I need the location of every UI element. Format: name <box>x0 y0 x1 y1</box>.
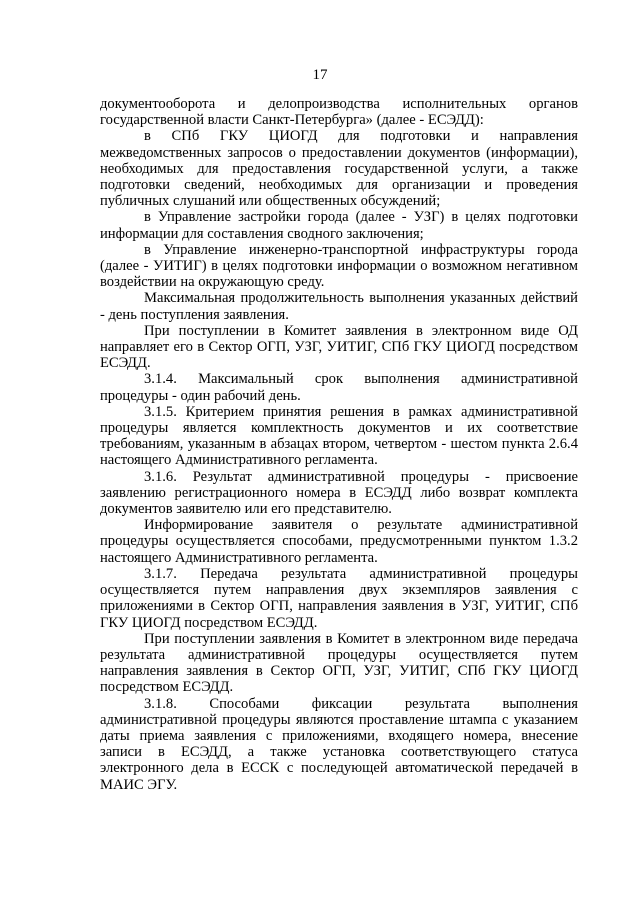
paragraph: Информирование заявителя о результате административной процедуры осуществляется способами, предусмотренными пунктом 1.3.2 настоящего Административного регламента. <box>100 517 578 566</box>
document-body <box>100 96 578 793</box>
paragraph: в Управление застройки города (далее - УЗГ) в целях подготовки информации для составления сводного заключения; <box>100 209 578 242</box>
paragraph: Максимальная продолжительность выполнения указанных действий - день поступления заявления. <box>100 290 578 323</box>
paragraph: документооборота и делопроизводства исполнительных органов государственной власти Санкт-Петербурга» (далее - ЕСЭДД): <box>100 96 578 129</box>
paragraph: При поступлении в Комитет заявления в электронном виде ОД направляет его в Сектор ОГП, УЗГ, УИТИГ, СПб ГКУ ЦИОГД посредством ЕСЭДД. <box>100 322 578 372</box>
paragraph: 3.1.4. Максимальный срок выполнения административной процедуры - один рабочий день. <box>100 371 578 404</box>
paragraph: При поступлении заявления в Комитет в электронном виде передача результата административной процедуры осуществляется путем направления заявления в Сектор ОГП, УЗГ, УИТИГ, СПб ГКУ ЦИОГД посредством ЕСЭДД. <box>100 630 578 696</box>
paragraph: 3.1.8. Способами фиксации результата выполнения административной процедуры являются проставление штампа с указанием даты приема заявления с приложениями, входящего номера, внесение записи в ЕСЭДД, а также установка соответствующего статуса электронного дела в ЕССК с последующей автоматической передачей в МАИС ЭГУ. <box>100 695 578 793</box>
paragraph: 3.1.6. Результат административной процедуры - присвоение заявлению регистрационного номера в ЕСЭДД либо возврат комплекта документов заявителю или его представителю. <box>100 468 578 518</box>
paragraph: в СПб ГКУ ЦИОГД для подготовки и направления межведомственных запросов о предоставлении документов (информации), необходимых для предоставления государственной услуги, а также подготовки сведений, необходимых для организации и проведения публичных слушаний или общественных обсуждений; <box>100 128 578 210</box>
paragraph: 3.1.7. Передача результата административной процедуры осуществляется путем направления двух экземпляров заявления с приложениями в Сектор ОГП, направления заявления в УЗГ, УИТИГ, СПб ГКУ ЦИОГД посредством ЕСЭДД. <box>100 565 578 631</box>
paragraph: в Управление инженерно-транспортной инфраструктуры города (далее - УИТИГ) в целях подготовки информации о возможном негативном воздействии на окружающую среду. <box>100 241 578 291</box>
page-number: 17 <box>312 67 328 83</box>
paragraph: 3.1.5. Критерием принятия решения в рамках административной процедуры является комплектность документов и их соответствие требованиям, указанным в абзацах втором, четвертом - шестом пункта 2.6.4 настоящего Административного регламента. <box>100 403 578 469</box>
